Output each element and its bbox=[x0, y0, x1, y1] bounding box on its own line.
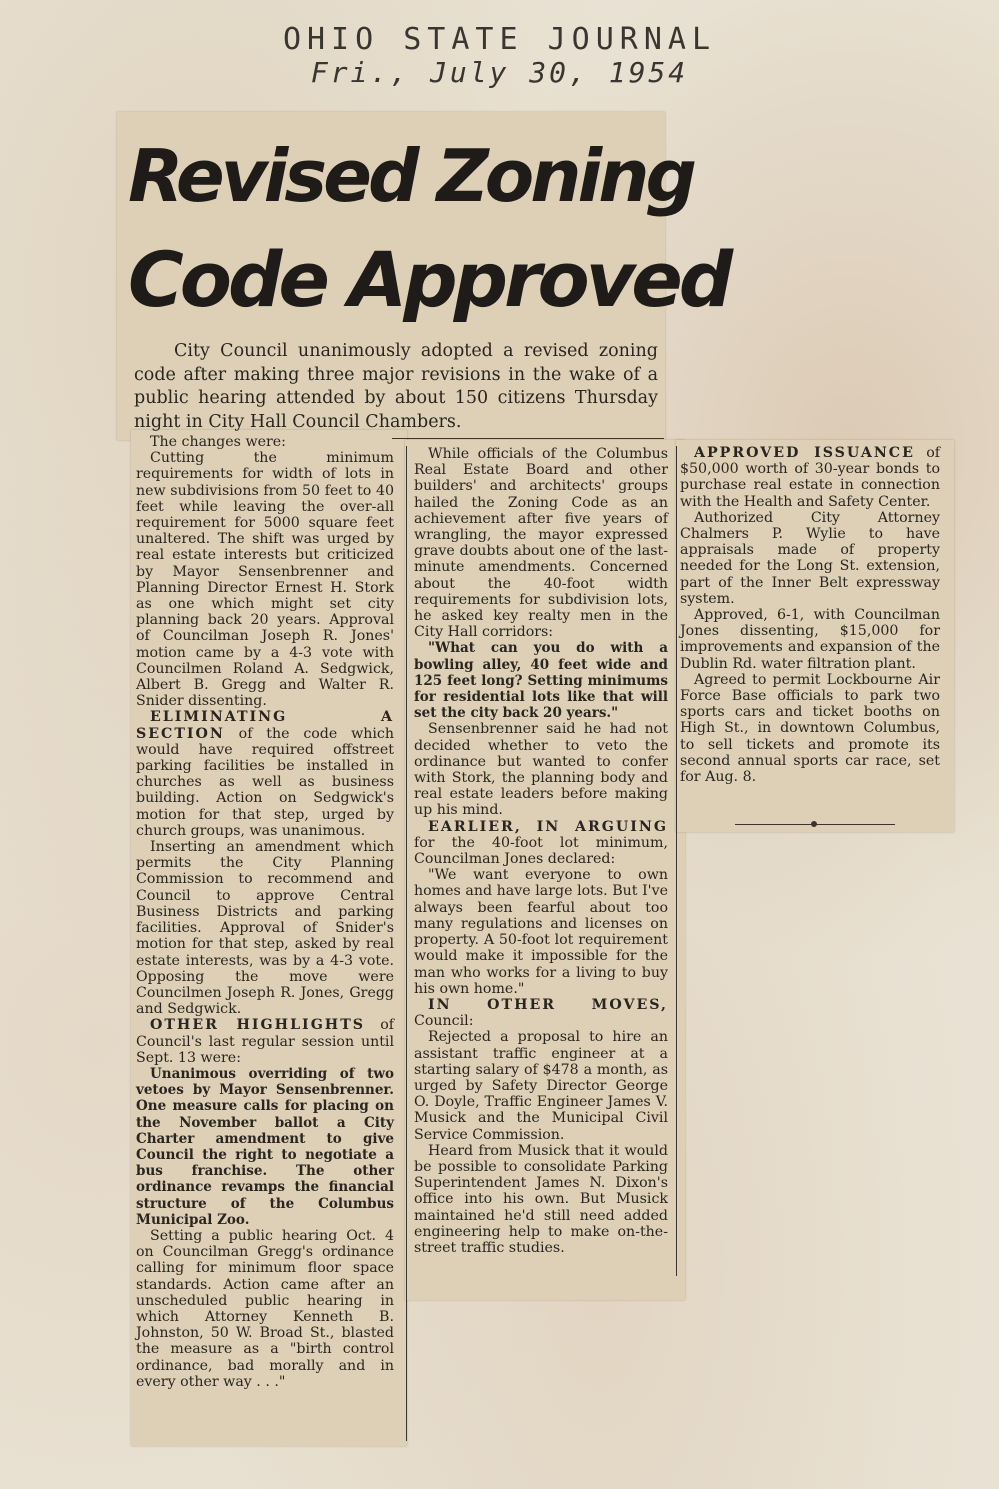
paragraph: Cutting the minimum requirements for width of lots in new subdivisions from 50 feet to 40 feet while leaving the over-all requirement for 5000 square feet unaltered. The shift was urged by real estate interests but criticized by Mayor Sensenbrenner and Planning Director Ernest H. Stork as one which might set city planning back 20 years. Approval of Councilman Joseph R. Jones' motion came by a 4-3 vote with Councilmen Roland A. Sedgwick, Albert B. Gregg and Walter R. Snider dissenting. bbox=[136, 450, 394, 710]
column-divider-top bbox=[392, 438, 664, 439]
paragraph-text: of $50,000 worth of 30-year bonds to purchase real estate in connection with the Health and Safety Center. bbox=[680, 445, 940, 510]
article-column-1 bbox=[136, 434, 394, 1390]
paragraph: The changes were: bbox=[150, 434, 286, 450]
paragraph: Authorized City Attorney Chalmers P. Wylie to have appraisals made of property needed for the Long St. extension, part of the Inner Belt expressway system. bbox=[680, 509, 940, 607]
paragraph-text: Council: bbox=[414, 1013, 474, 1030]
paragraph bbox=[136, 1017, 394, 1066]
section-lead: APPROVED ISSUANCE bbox=[694, 445, 915, 461]
column-divider-2 bbox=[676, 446, 677, 1276]
article-column-3 bbox=[680, 445, 940, 785]
headline-line-1: Revised Zoning bbox=[128, 134, 693, 218]
paragraph: Agreed to permit Lockbourne Air Force Base officials to park two sports cars and ticket booths on High St., in downtown Columbus, to sell tickets and promote its second annual sports car race, set for Aug. 8. bbox=[680, 671, 940, 786]
paragraph: While officials of the Columbus Real Estate Board and other builders' and architects' groups hailed the Zoning Code as an achievement after five years of wrangling, the mayor expressed grave doubts about one of the last-minute amendments. Concerned about the 40-foot width requirements for subdivision lots, he asked key realty men in the City Hall corridors: bbox=[414, 446, 668, 641]
article-column-2 bbox=[414, 446, 668, 1256]
section-lead: IN OTHER MOVES, bbox=[428, 996, 668, 1013]
paragraph: Sensenbrenner said he had not decided whether to veto the ordinance but wanted to confer with Stork, the planning body and real estate leaders before making up his mind. bbox=[414, 721, 668, 819]
paragraph bbox=[414, 819, 668, 868]
paragraph: Unanimous overriding of two vetoes by Mayor Sensenbrenner. One measure calls for placing on the November ballot a City Charter amendment to give Council the right to negotiate a bus franchise. The other ordinance revamps the financial structure of the Columbus Municipal Zoo. bbox=[136, 1065, 394, 1228]
end-of-article-mark bbox=[735, 820, 895, 830]
paragraph-text: of the code which would have required offstreet parking facilities be installed in churches as well as business building. Action on Sedgwick's motion for that step, urged by church groups, was unanimous. bbox=[136, 725, 394, 839]
section-lead: OTHER HIGHLIGHTS bbox=[150, 1017, 366, 1034]
paragraph-text: of Council's last regular session until Sept. 13 were: bbox=[136, 1017, 394, 1066]
paragraph-text: for the 40-foot lot minimum, Councilman Jones declared: bbox=[414, 834, 668, 868]
paragraph bbox=[136, 709, 394, 839]
column-divider-1 bbox=[406, 446, 407, 1441]
paragraph: "We want everyone to own homes and have large lots. But I've always been fearful about too many regulations and licenses on property. A 50-foot lot requirement would make it impossible for the man who works for a living to buy his own home." bbox=[414, 867, 668, 997]
paragraph: Approved, 6-1, with Councilman Jones dissenting, $15,000 for improvements and expansion of the Dublin Rd. water filtration plant. bbox=[680, 607, 940, 672]
paragraph: Rejected a proposal to hire an assistant traffic engineer at a starting salary of $478 a month, as urged by Safety Director George O. Doyle, Traffic Engineer James V. Musick and the Municipal Civil Service Commission. bbox=[414, 1029, 668, 1143]
paragraph bbox=[414, 997, 668, 1029]
section-lead: EARLIER, IN ARGUING bbox=[428, 818, 668, 835]
paragraph: Inserting an amendment which permits the City Planning Commission to recommend and Council to approve Central Business Districts and parking facilities. Approval of Snider's motion for that step, asked by real estate interests, was by a 4-3 vote. Opposing the move were Councilmen Joseph R. Jones, Gregg and Sedgwick. bbox=[136, 839, 394, 1018]
paragraph: "What can you do with a bowling alley, 40 feet wide and 125 feet long? Setting minimums for residential lots like that will set the city back 20 years." bbox=[414, 640, 668, 722]
section-lead: ELIMINATING A SECTION bbox=[136, 709, 394, 742]
paragraph bbox=[680, 445, 940, 510]
end-mark-dot bbox=[811, 821, 817, 827]
headline-line-2: Code Approved bbox=[128, 235, 730, 324]
article-lede: City Council unanimously adopted a revised zoning code after making three major revisions in the wake of a public hearing attended by about 150 citizens Thursday night in City Hall Council Chambers. bbox=[134, 341, 658, 432]
paragraph: Setting a public hearing Oct. 4 on Councilman Gregg's ordinance calling for minimum floor space standards. Action came after an unscheduled public hearing in which Attorney Kenneth B. Johnston, 50 W. Broad St., blasted the measure as a "birth control ordinance, bad morally and in every other way . . ." bbox=[136, 1227, 394, 1390]
handwritten-source-note: OHIO STATE JOURNAL bbox=[282, 22, 717, 57]
handwritten-date-note: Fri., July 30, 1954 bbox=[310, 56, 689, 89]
paragraph: Heard from Musick that it would be possible to consolidate Parking Superintendent James N. Dixon's office into his own. But Musick maintained he'd still need added engineering help to make on-the-street traffic studies. bbox=[414, 1142, 668, 1256]
